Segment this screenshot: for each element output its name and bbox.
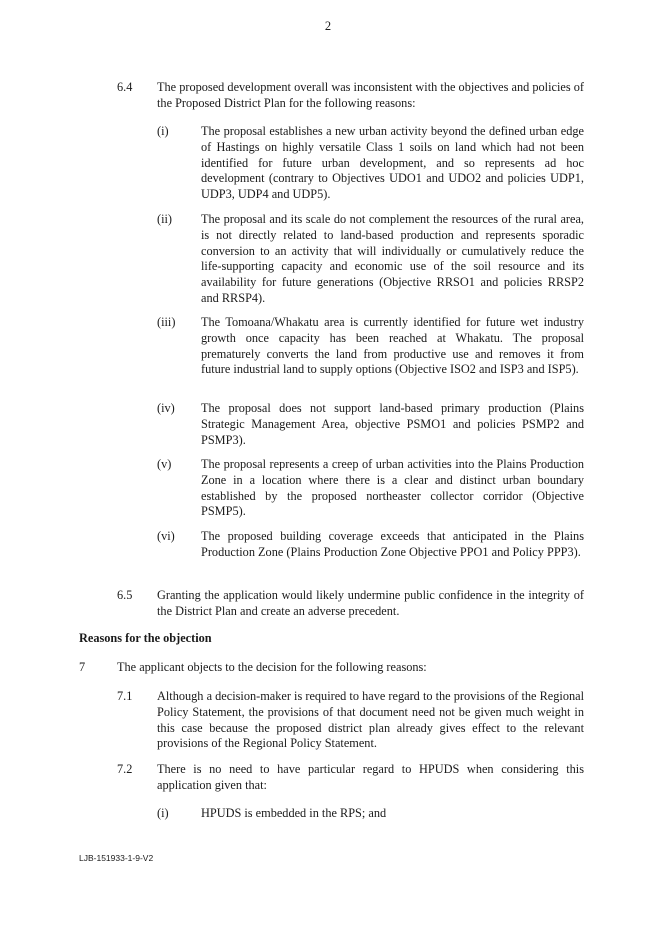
item-number: (i) [157,124,169,138]
item-number: (iv) [157,401,175,415]
document-reference: LJB-151933-1-9-V2 [79,853,154,863]
item-text: The Tomoana/Whakatu area is currently identified for future wet industry growth once capacity has been reached at Whakatu. The proposal prematurely converts the land from productive use and removes it from future industrial land to supply options (Objective ISO2 and ISP3 and ISP5). [201,315,584,377]
item-number: (iii) [157,315,176,329]
section-number: 6.5 [117,588,133,602]
item-text: The proposal and its scale do not complement the resources of the rural area, is not directly related to land-based production and represents sporadic conversion to an activity that will individually or cumulatively reduce the life-supporting capacity and economic use of the soil resource and its availability for future generations (Objective RRSO1 and policies RRSP2 and RRSP4). [201,212,584,305]
section-number: 6.4 [117,80,133,94]
item-number: (vi) [157,529,175,543]
item-number: (i) [157,806,169,820]
section-heading: Reasons for the objection [79,631,212,645]
item-text: HPUDS is embedded in the RPS; and [201,806,387,820]
paragraph-number: 7 [79,660,86,674]
section-text: The proposed development overall was inconsistent with the objectives and policies of the Proposed District Plan for the following reasons: [157,80,584,110]
item-text: The proposed building coverage exceeds that anticipated in the Plains Production Zone (Plains Production Zone Objective PPO1 and Policy PPP3). [201,529,584,559]
subsection-number: 7.2 [117,762,133,776]
page-number: 2 [324,19,332,33]
item-number: (v) [157,457,172,471]
item-text: The proposal represents a creep of urban activities into the Plains Production Zone in a location where there is a clear and distinct urban boundary established by the proposed northeaster collector corridor (Objective PSMP5). [201,457,584,519]
section-text: Granting the application would likely undermine public confidence in the integrity of the District Plan and create an adverse precedent. [157,588,584,618]
subsection-number: 7.1 [117,689,133,703]
item-number: (ii) [157,212,173,226]
item-text: The proposal establishes a new urban activity beyond the defined urban edge of Hastings on highly versatile Class 1 soils on land which had not been identified for future urban development, and so represents ad hoc development (contrary to Objectives UDO1 and UDO2 and policies UDP1, UDP3, UDP4 and UDP5). [201,124,584,202]
item-text: The proposal does not support land-based primary production (Plains Strategic Management Area, objective PSMO1 and policies PSMP2 and PSMP3). [201,401,584,447]
subsection-text: There is no need to have particular regard to HPUDS when considering this application given that: [157,762,584,792]
paragraph-text: The applicant objects to the decision for the following reasons: [117,660,427,674]
subsection-text: Although a decision-maker is required to have regard to the provisions of the Regional Policy Statement, the provisions of that document need not be given much weight in this case because the proposed district plan already gives effect to the relevant provisions of the Regional Policy Statement. [157,689,584,751]
